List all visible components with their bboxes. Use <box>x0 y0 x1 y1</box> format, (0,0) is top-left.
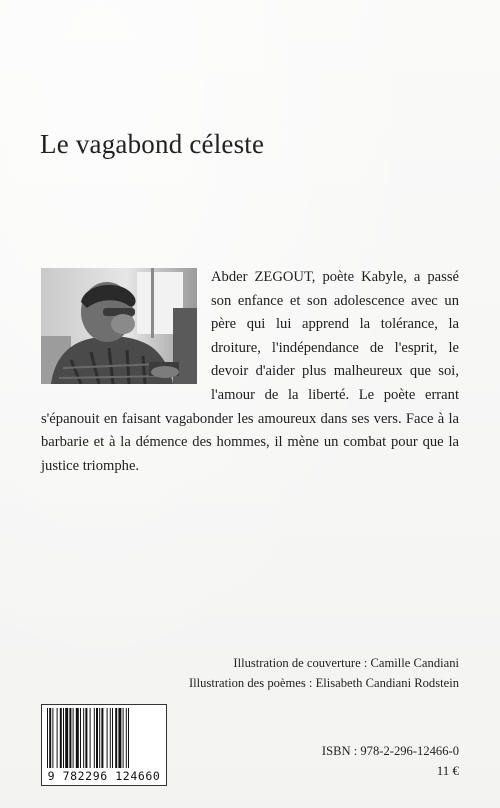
author-bio <box>41 266 459 478</box>
barcode-bar <box>76 708 79 768</box>
photo-text-wrap-spacer <box>41 266 211 384</box>
barcode-bar <box>118 708 121 768</box>
barcode-bar <box>57 708 58 768</box>
barcode-bar <box>52 708 53 768</box>
isbn: ISBN : 978-2-296-12466-0 <box>321 744 459 758</box>
author-bio-text: Abder ZEGOUT, poète Kabyle, a passé son enfance et son adolescence avec un père qui lui apprend la tolérance, la droiture, l'indépendance de l'esprit, le devoir d'aider plus malheureux que soi, l'amour de la liberté. Le poète errant s'épanouit en faisant vagabonder les amoureux dans ses vers. Face à la barbarie et à la démence des hommes, il mène un combat pour que la justice triomphe. <box>41 269 459 474</box>
barcode-bar <box>90 708 91 768</box>
barcode-bar <box>65 708 68 768</box>
price: 11 € <box>436 763 459 778</box>
barcode-bar <box>112 708 113 768</box>
barcode-bar <box>126 708 127 768</box>
barcode-bar <box>107 708 108 768</box>
barcode-bar <box>94 708 95 768</box>
illustration-credits <box>189 653 459 693</box>
barcode-bar <box>69 708 71 768</box>
barcode-bar <box>60 708 62 768</box>
barcode-bars <box>45 708 163 768</box>
cover-illustration-credit: Illustration de couverture : Camille Candiani <box>233 656 459 670</box>
barcode-bar <box>83 708 84 768</box>
barcode-bar <box>123 708 124 768</box>
barcode-bar <box>63 708 64 768</box>
book-title: Le vagabond céleste <box>40 129 265 159</box>
barcode-bar <box>99 708 100 768</box>
barcode-bar <box>101 708 103 768</box>
poem-illustration-credit: Illustration des poèmes : Elisabeth Candiani Rodstein <box>188 676 459 690</box>
barcode-bar <box>47 708 48 768</box>
barcode-bar <box>73 708 74 768</box>
barcode-bar <box>128 708 129 768</box>
barcode-bar <box>96 708 98 768</box>
barcode-bar <box>115 708 117 768</box>
barcode-bar <box>49 708 51 768</box>
barcode <box>41 704 167 786</box>
barcode-bar <box>110 708 111 768</box>
barcode-bar <box>85 708 87 768</box>
barcode-digits: 9 782296 124660 <box>47 769 161 783</box>
barcode-bar <box>80 708 81 768</box>
